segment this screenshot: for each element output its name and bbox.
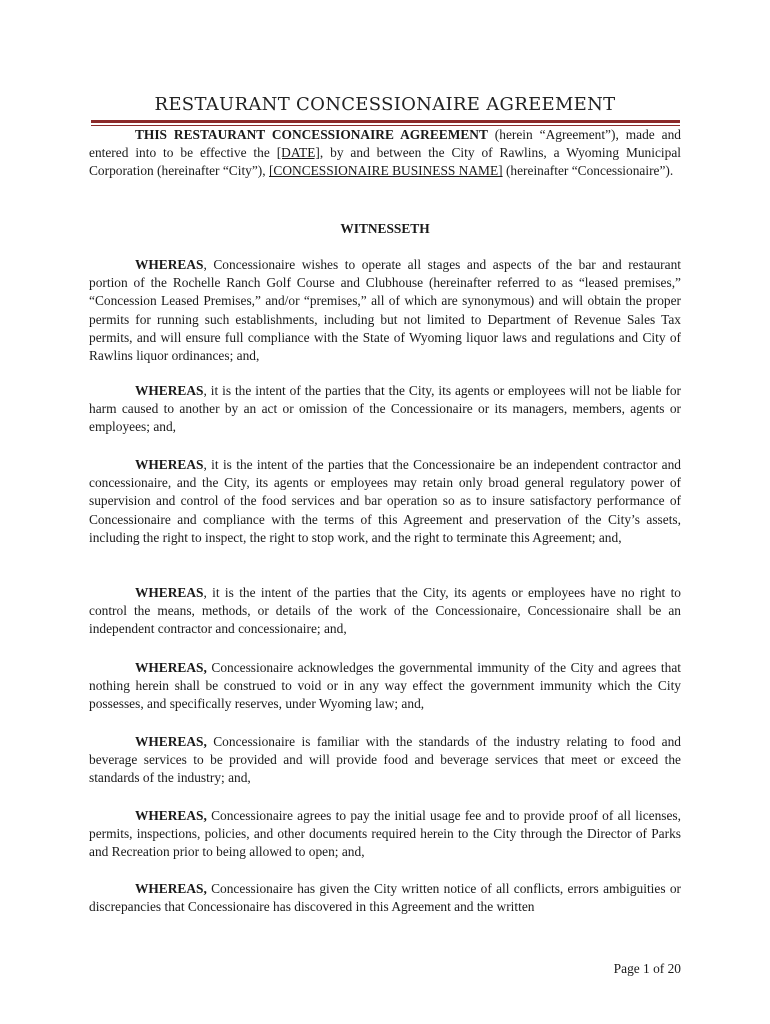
date-field: [DATE] bbox=[276, 145, 320, 161]
whereas-lead: WHEREAS bbox=[135, 457, 204, 472]
whereas-lead: WHEREAS, bbox=[135, 808, 207, 823]
witnesseth-heading: WITNESSETH bbox=[340, 221, 430, 236]
whereas-lead: WHEREAS bbox=[135, 585, 204, 600]
whereas-lead: WHEREAS bbox=[135, 257, 204, 272]
whereas-text: , it is the intent of the parties that the City, its agents or employees have no right to control the means, methods, or details of the work of the Concessionaire, Concessionaire shall be an independent contractor and concessionaire; and, bbox=[89, 585, 681, 637]
whereas-lead: WHEREAS, bbox=[135, 881, 207, 896]
whereas-text: Concessionaire has given the City written notice of all conflicts, errors ambiguities or discrepancies that Concessionaire has discovered in this Agreement and the written bbox=[89, 881, 681, 915]
whereas-text: Concessionaire acknowledges the governmental immunity of the City and agrees that nothing herein shall be construed to void or in any way effect the government immunity which the City possesses, and specifically reserves, under Wyoming law; and, bbox=[89, 660, 681, 712]
whereas-paragraph-2 bbox=[89, 382, 681, 437]
whereas-lead: WHEREAS, bbox=[135, 660, 207, 675]
page-number: Page 1 of 20 bbox=[613, 961, 681, 976]
whereas-text: Concessionaire agrees to pay the initial usage fee and to provide proof of all licenses, permits, inspections, policies, and other documents required herein to the City through the Director of Parks and Recreation prior to being allowed to open; and, bbox=[89, 808, 681, 860]
intro-part2: , by and between the City of Rawlins, a Wyoming Municipal Corporation (hereinafter “City”), bbox=[89, 145, 681, 179]
whereas-paragraph-8 bbox=[89, 880, 681, 916]
whereas-paragraph-7 bbox=[89, 807, 681, 862]
whereas-text: , it is the intent of the parties that the Concessionaire be an independent contractor and concessionaire, and the City, its agents or employees may retain only broad general regulatory power of supervision and control of the food services and bar operation so as to insure satisfactory performance of Concessionaire and compliance with the terms of this Agreement and preservation of the City’s assets, including the right to inspect, the right to stop work, and the right to terminate this Agreement; and, bbox=[89, 457, 681, 545]
whereas-text: , Concessionaire wishes to operate all stages and aspects of the bar and restaurant portion of the Rochelle Ranch Golf Course and Clubhouse (hereinafter referred to as “leased premises,” “Concession Leased Premises,” and/or “premises,” all of which are synonymous) and will obtain the proper permits for running such establishments, including but not limited to Department of Revenue Sales Tax permits, and will ensure full compliance with the State of Wyoming liquor laws and regulations and City of Rawlins liquor ordinances; and, bbox=[89, 257, 681, 364]
title-rule-thick bbox=[91, 120, 680, 123]
whereas-text: Concessionaire is familiar with the standards of the industry relating to food and beverage services to be provided and will provide food and beverage services that meet or exceed the standards of the industry; and, bbox=[89, 734, 681, 786]
whereas-paragraph-6 bbox=[89, 733, 681, 788]
whereas-paragraph-1 bbox=[89, 256, 681, 365]
intro-part1: (herein “Agreement”), made and entered into to be effective the bbox=[89, 127, 681, 161]
whereas-paragraph-4 bbox=[89, 584, 681, 639]
intro-part3: (hereinafter “Concessionaire”). bbox=[502, 163, 674, 179]
whereas-paragraph-5 bbox=[89, 659, 681, 714]
intro-lead: THIS RESTAURANT CONCESSIONAIRE AGREEMENT bbox=[135, 127, 488, 142]
intro-paragraph bbox=[89, 126, 681, 181]
whereas-lead: WHEREAS, bbox=[135, 734, 207, 749]
whereas-lead: WHEREAS bbox=[135, 383, 204, 398]
whereas-paragraph-3 bbox=[89, 456, 681, 547]
whereas-text: , it is the intent of the parties that the City, its agents or employees will not be liable for harm caused to another by an act or omission of the Concessionaire or its managers, members, agents or employees; and, bbox=[89, 383, 681, 435]
document-title: RESTAURANT CONCESSIONAIRE AGREEMENT bbox=[154, 94, 616, 115]
business-name-field: [CONCESSIONAIRE BUSINESS NAME] bbox=[268, 163, 503, 179]
